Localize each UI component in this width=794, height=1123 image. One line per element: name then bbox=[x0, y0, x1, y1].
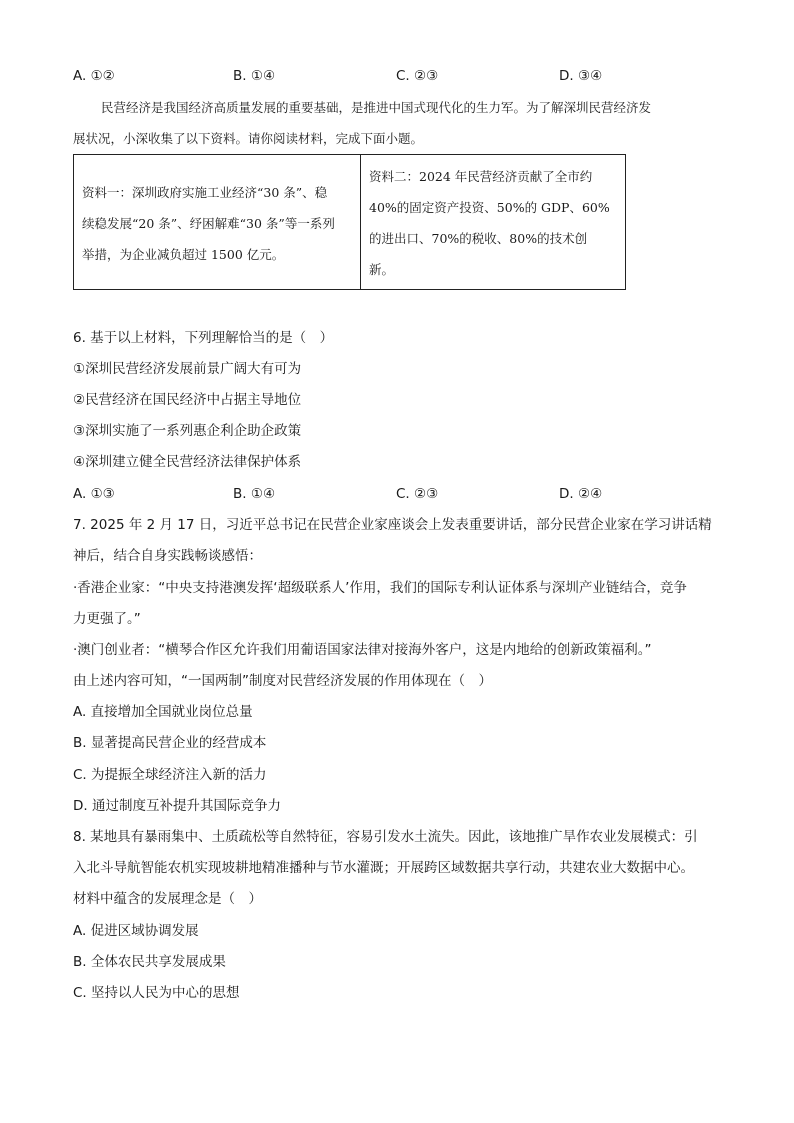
q6-item-2: ②民营经济在国民经济中占据主导地位 bbox=[73, 392, 302, 408]
q6-item-3: ③深圳实施了一系列惠企利企助企政策 bbox=[73, 423, 302, 439]
material2-line-4: 新。 bbox=[369, 262, 395, 277]
intro-line-1: 民营经济是我国经济高质量发展的重要基础，是推进中国式现代化的生力军。为了解深圳民营经济发 bbox=[101, 100, 652, 115]
q7-option-c: C. 为提振全球经济注入新的活力 bbox=[73, 767, 267, 783]
q8-stem-line-3: 材料中蕴含的发展理念是（ ） bbox=[73, 891, 262, 907]
q7-question: 由上述内容可知，“一国两制”制度对民营经济发展的作用体现在（ ） bbox=[73, 673, 492, 689]
q6-option-a: A. ①③ bbox=[73, 486, 115, 502]
q5-option-b: B. ①④ bbox=[233, 68, 276, 84]
q7-option-d: D. 通过制度互补提升其国际竞争力 bbox=[73, 798, 281, 814]
material2-line-1: 资料二：2024 年民营经济贡献了全市约 bbox=[369, 169, 593, 184]
material1-line-1: 资料一：深圳政府实施工业经济“30 条”、稳 bbox=[82, 185, 328, 200]
q5-option-a: A. ①② bbox=[73, 68, 115, 84]
material2-line-2: 40%的固定资产投资、50%的 GDP、60% bbox=[369, 200, 610, 215]
material1-line-2: 续稳发展“20 条”、纾困解难“30 条”等一系列 bbox=[82, 216, 335, 231]
q7-quote-hk-line-2: 力更强了。” bbox=[73, 611, 141, 627]
q5-option-c: C. ②③ bbox=[396, 68, 439, 84]
q7-option-a: A. 直接增加全国就业岗位总量 bbox=[73, 704, 253, 720]
intro-line-2: 展状况，小深收集了以下资料。请你阅读材料，完成下面小题。 bbox=[73, 131, 424, 146]
q7-stem-line-1: 7. 2025 年 2 月 17 日，习近平总书记在民营企业家座谈会上发表重要讲话，部分民营企业家在学习讲话精 bbox=[73, 517, 712, 533]
q6-option-d: D. ②④ bbox=[559, 486, 603, 502]
q6-option-c: C. ②③ bbox=[396, 486, 439, 502]
table-divider bbox=[360, 155, 361, 289]
q5-option-d: D. ③④ bbox=[559, 68, 603, 84]
material1-line-3: 举措，为企业减负超过 1500 亿元。 bbox=[82, 247, 285, 262]
q6-item-4: ④深圳建立健全民营经济法律保护体系 bbox=[73, 454, 302, 470]
material2-line-3: 的进出口、70%的税收、80%的技术创 bbox=[369, 231, 588, 246]
q8-stem-line-2: 入北斗导航智能农机实现坡耕地精准播种与节水灌溉；开展跨区域数据共享行动，共建农业大数据中心。 bbox=[73, 860, 694, 876]
q8-option-c: C. 坚持以人民为中心的思想 bbox=[73, 985, 240, 1001]
q8-stem-line-1: 8. 某地具有暴雨集中、土质疏松等自然特征，容易引发水土流失。因此，该地推广旱作农业发展模式：引 bbox=[73, 829, 698, 845]
q7-quote-macau: ·澳门创业者：“横琴合作区允许我们用葡语国家法律对接海外客户，这是内地给的创新政策福利。” bbox=[73, 642, 652, 658]
q7-option-b: B. 显著提高民营企业的经营成本 bbox=[73, 735, 267, 751]
materials-table bbox=[73, 154, 626, 290]
q6-option-b: B. ①④ bbox=[233, 486, 276, 502]
q7-quote-hk-line-1: ·香港企业家：“中央支持港澳发挥‘超级联系人’作用，我们的国际专利认证体系与深圳产业链结合，竞争 bbox=[73, 580, 687, 596]
q6-item-1: ①深圳民营经济发展前景广阔大有可为 bbox=[73, 361, 302, 377]
q8-option-b: B. 全体农民共享发展成果 bbox=[73, 954, 226, 970]
q6-stem: 6. 基于以上材料，下列理解恰当的是（ ） bbox=[73, 330, 334, 346]
q7-stem-line-2: 神后，结合自身实践畅谈感悟： bbox=[73, 548, 262, 564]
q8-option-a: A. 促进区域协调发展 bbox=[73, 923, 199, 939]
